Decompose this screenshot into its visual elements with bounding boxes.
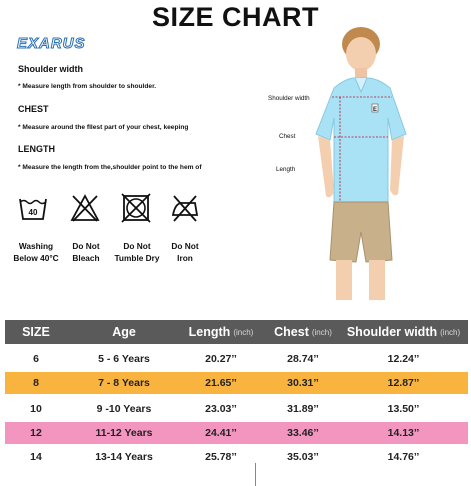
cell-chest: 28.74’’ — [287, 353, 319, 365]
care-label-washing: Washing Below 40°C — [13, 241, 59, 263]
cell-length: 21.65’’ — [205, 377, 237, 389]
cell-size: 14 — [30, 451, 42, 463]
cell-chest: 35.03’’ — [287, 451, 319, 463]
cell-length: 24.41’’ — [205, 427, 237, 439]
table-row — [5, 422, 468, 444]
figure-label-length: Length — [276, 166, 296, 173]
brand-logo: EXARUS — [17, 35, 86, 52]
care-label-iron: Do Not Iron — [171, 241, 199, 263]
divider — [255, 463, 256, 486]
chest-heading: CHEST — [18, 104, 49, 114]
header-chest: Chest (inch) — [274, 325, 332, 339]
shoulder-heading: Shoulder width — [18, 64, 83, 74]
model-photo — [306, 22, 416, 302]
do-not-tumble-dry-icon — [121, 193, 151, 223]
cell-length: 25.78’’ — [205, 451, 237, 463]
table-row — [5, 372, 468, 394]
header-shoulder: Shoulder width (inch) — [346, 325, 461, 339]
cell-chest: 30.31’’ — [287, 377, 319, 389]
wash-temp-label: 40 — [28, 208, 38, 217]
header-age: Age — [112, 325, 136, 339]
cell-shoulder: 13.50’’ — [387, 403, 420, 415]
cell-shoulder: 12.87’’ — [387, 377, 420, 389]
length-description: * Measure the length from the,shoulder point to the hem of — [18, 164, 202, 171]
shoulder-description: * Measure length from shoulder to shoulder. — [18, 83, 157, 90]
cell-length: 20.27’’ — [205, 353, 237, 365]
shirt-logo: E — [372, 107, 378, 113]
care-label-tumble-dry: Do Not Tumble Dry — [114, 241, 160, 263]
washing-40-icon — [18, 193, 48, 223]
table-row — [5, 348, 468, 370]
cell-age: 11-12 Years — [95, 427, 153, 439]
table-row — [5, 446, 468, 468]
cell-size: 8 — [33, 377, 39, 389]
care-label-bleach: Do Not Bleach — [72, 241, 100, 263]
cell-shoulder: 14.13’’ — [387, 427, 420, 439]
cell-age: 7 - 8 Years — [98, 377, 150, 389]
cell-age: 5 - 6 Years — [98, 353, 150, 365]
cell-size: 10 — [30, 403, 42, 415]
cell-age: 9 -10 Years — [96, 403, 152, 415]
header-size: SIZE — [22, 325, 50, 339]
cell-age: 13-14 Years — [95, 451, 153, 463]
cell-size: 12 — [30, 427, 42, 439]
cell-chest: 31.89’’ — [287, 403, 319, 415]
page-title: SIZE CHART — [152, 2, 319, 32]
table-row — [5, 398, 468, 420]
cell-size: 6 — [33, 353, 39, 365]
figure-label-shoulder: Shoulder width — [268, 95, 310, 102]
cell-chest: 33.46’’ — [287, 427, 319, 439]
figure-label-chest: Chest — [279, 133, 296, 140]
do-not-bleach-icon — [70, 193, 100, 223]
cell-shoulder: 12.24’’ — [387, 353, 420, 365]
cell-shoulder: 14.76’’ — [387, 451, 420, 463]
cell-length: 23.03’’ — [205, 403, 237, 415]
chest-description: * Measure around the fllest part of your chest, keeping — [18, 124, 189, 131]
do-not-iron-icon — [170, 193, 200, 223]
header-length: Length (inch) — [188, 325, 254, 339]
length-heading: LENGTH — [18, 144, 55, 154]
table-header — [5, 320, 468, 344]
